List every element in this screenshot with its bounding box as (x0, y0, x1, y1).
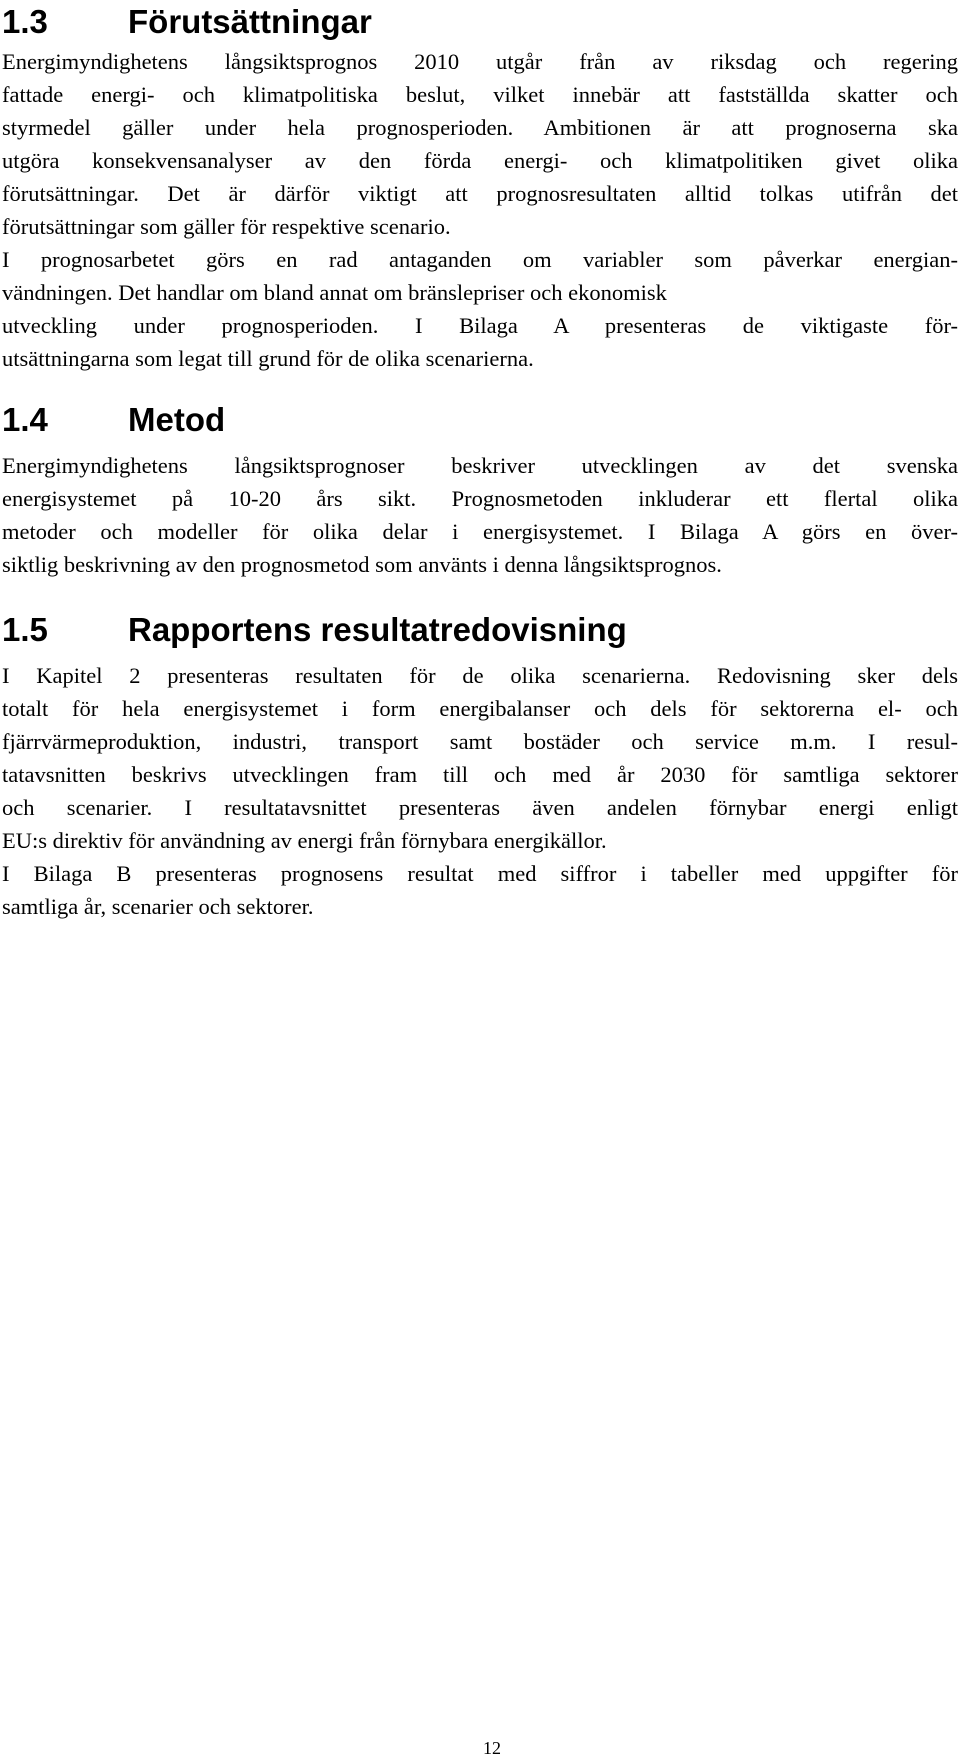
text-line: siktlig beskrivning av den prognosmetod som använts i denna långsiktsprognos. (2, 552, 722, 577)
section-title: Rapportens resultatredovisning (128, 611, 627, 648)
section-heading-1-5 (2, 610, 627, 650)
page-number (0, 1738, 960, 1758)
paragraph-forutsattningar-2 (2, 243, 958, 375)
paragraph-metod (2, 449, 958, 581)
text-line: Energimyndighetens långsiktsprognoser beskriver utvecklingen av det svenska (2, 453, 958, 478)
text-line: vändningen. Det handlar om bland annat om bränslepriser och ekonomisk (2, 280, 667, 305)
text-line: energisystemet på 10-20 års sikt. Prognosmetoden inkluderar ett flertal olika (2, 486, 958, 511)
text-line: utsättningarna som legat till grund för de olika scenarierna. (2, 346, 534, 371)
text-line: utgöra konsekvensanalyser av den förda energi- och klimatpolitiken givet olika (2, 148, 958, 173)
text-line: fjärrvärmeproduktion, industri, transport samt bostäder och service m.m. I resul- (2, 729, 958, 754)
section-number: 1.5 (2, 611, 48, 648)
page-number-text: 12 (483, 1738, 501, 1758)
text-line: I prognosarbetet görs en rad antaganden om variabler som påverkar energian- (2, 247, 958, 272)
section-number: 1.4 (2, 401, 48, 438)
text-line: I Bilaga B presenteras prognosens resultat med siffror i tabeller med uppgifter för (2, 861, 958, 886)
section-title: Förutsättningar (128, 3, 372, 40)
text-line: I Kapitel 2 presenteras resultaten för de olika scenarierna. Redovisning sker dels (2, 663, 958, 688)
section-title: Metod (128, 401, 226, 438)
text-line: Energimyndighetens långsiktsprognos 2010 utgår från av riksdag och regering (2, 49, 958, 74)
text-line: samtliga år, scenarier och sektorer. (2, 894, 314, 919)
text-line: förutsättningar som gäller för respektive scenario. (2, 214, 451, 239)
text-line: tatavsnitten beskrivs utvecklingen fram till och med år 2030 för samtliga sektorer (2, 762, 958, 787)
section-number: 1.3 (2, 3, 48, 40)
paragraph-resultatredovisning-2 (2, 857, 958, 923)
section-heading-1-4 (2, 400, 225, 440)
paragraph-resultatredovisning-1 (2, 659, 958, 857)
text-line: totalt för hela energisystemet i form energibalanser och dels för sektorerna el- och (2, 696, 958, 721)
text-line: utveckling under prognosperioden. I Bilaga A presenteras de viktigaste för- (2, 313, 958, 338)
text-line: styrmedel gäller under hela prognosperioden. Ambitionen är att prognoserna ska (2, 115, 958, 140)
text-line: förutsättningar. Det är därför viktigt att prognosresultaten alltid tolkas utifrån det (2, 181, 958, 206)
text-line: fattade energi- och klimatpolitiska beslut, vilket innebär att fastställda skatter och (2, 82, 958, 107)
text-line: EU:s direktiv för användning av energi från förnybara energikällor. (2, 828, 607, 853)
text-line: och scenarier. I resultatavsnittet presenteras även andelen förnybar energi enligt (2, 795, 958, 820)
section-heading-1-3 (2, 2, 372, 42)
paragraph-forutsattningar-1 (2, 45, 958, 243)
text-line: metoder och modeller för olika delar i energisystemet. I Bilaga A görs en över- (2, 519, 958, 544)
